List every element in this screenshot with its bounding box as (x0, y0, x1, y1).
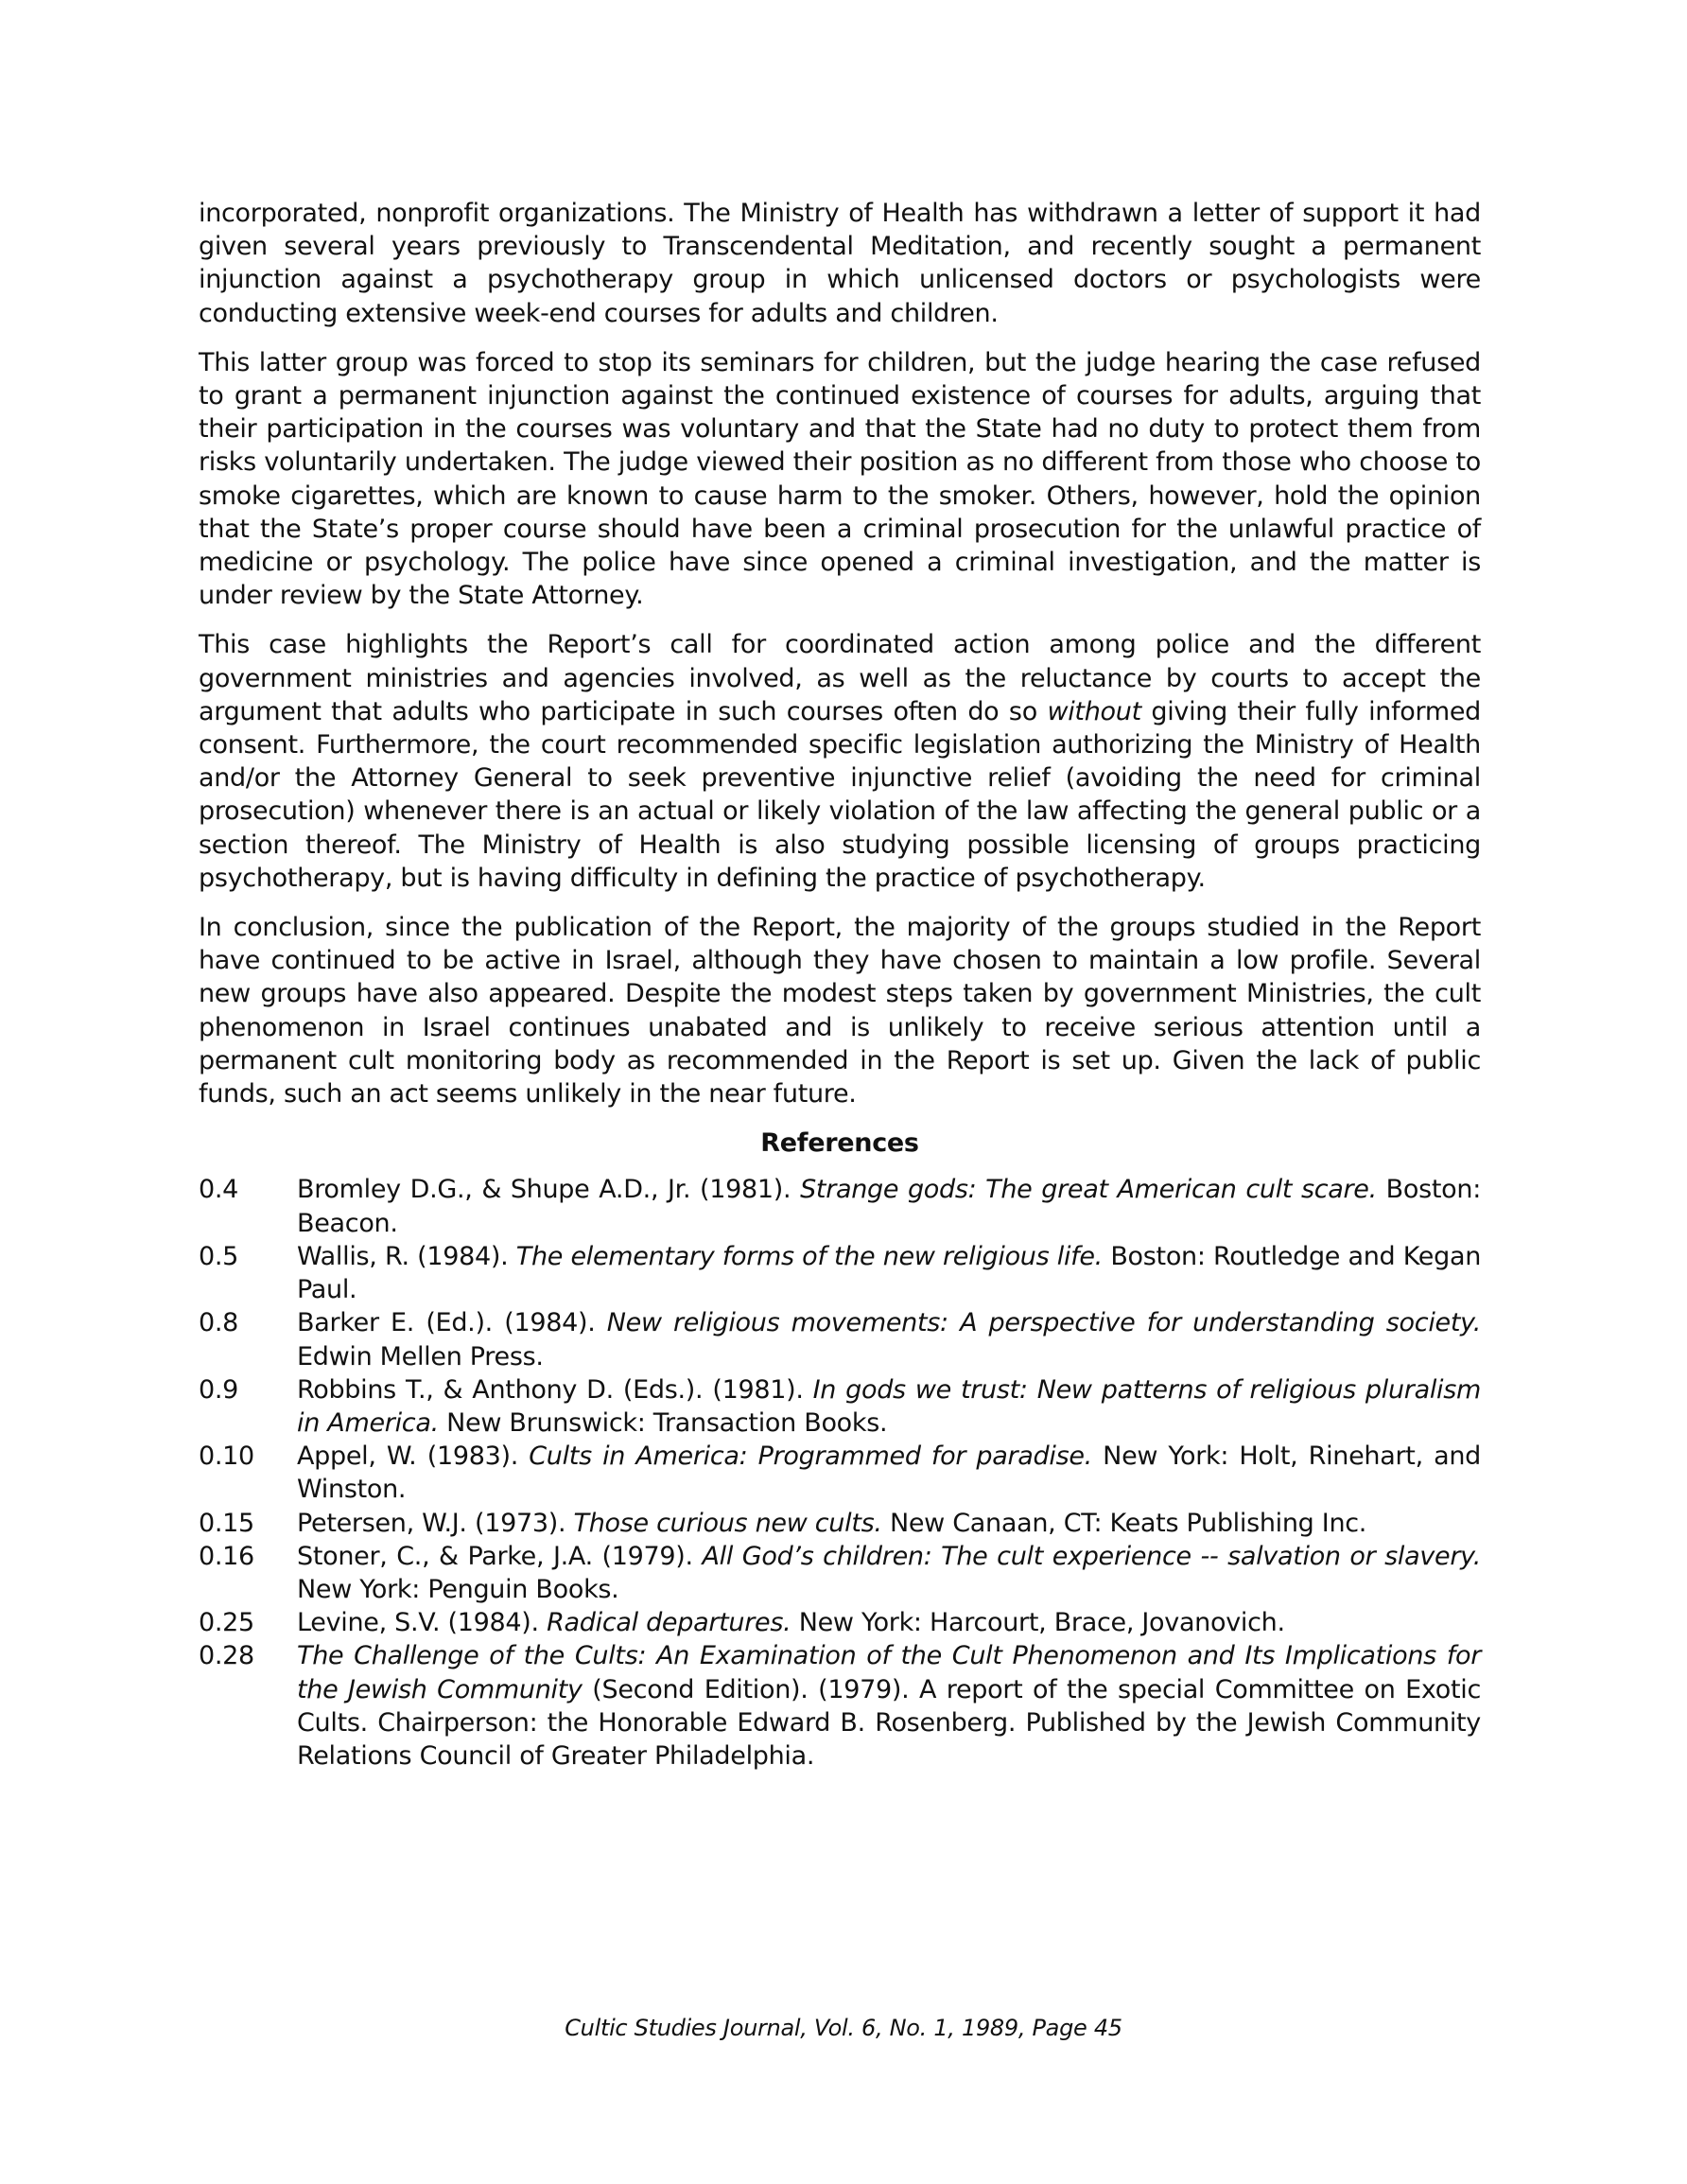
page-footer: Cultic Studies Journal, Vol. 6, No. 1, 1989, Page 45 (565, 2015, 1122, 2041)
paragraph: This case highlights the Report’s call for coordinated action among police and the different government ministries and agencies involved, as well as the reluctance by courts to accept the argument that adults who participate in such courses often do so without giving their fully informed consent. Furthermore, the court recommended specific legislation authorizing the Ministry of Health and/or the Attorney General to seek preventive injunctive relief (avoiding the need for criminal prosecution) whenever there is an actual or likely violation of the law affecting the general public or a section thereof. The Ministry of Health is also studying possible licensing of groups practicing psychotherapy, but is having difficulty in defining the practice of psychotherapy. (199, 630, 1481, 893)
reference-item (199, 1507, 1481, 1540)
reference-number: 0.25 (199, 1608, 254, 1638)
reference-number: 0.8 (199, 1308, 239, 1338)
body-text (199, 197, 1481, 1110)
references-heading: References (760, 1128, 919, 1159)
reference-text: Levine, S.V. (1984). Radical departures. New York: Harcourt, Brace, Jovanovich. (297, 1608, 1285, 1638)
reference-number: 0.16 (199, 1541, 254, 1571)
reference-item (199, 1306, 1481, 1372)
document-page (199, 197, 1481, 1773)
reference-text: Bromley D.G., & Shupe A.D., Jr. (1981). Strange gods: The great American cult scare. Boston: Beacon. (297, 1175, 1481, 1238)
reference-item (199, 1606, 1481, 1639)
italic-text: Cults in America: Programmed for paradise. (529, 1441, 1092, 1472)
paragraph: incorporated, nonprofit organizations. The Ministry of Health has withdrawn a letter of support it had given several years previously to Transcendental Meditation, and recently sought a permanent injunction against a psychotherapy group in which unlicensed doctors or psychologists were conducting extensive week-end courses for adults and children. (199, 199, 1481, 328)
references-list (199, 1173, 1481, 1773)
reference-number: 0.10 (199, 1441, 254, 1472)
italic-text: Those curious new cults. (573, 1508, 882, 1538)
reference-item (199, 1173, 1481, 1239)
reference-number: 0.15 (199, 1508, 254, 1538)
reference-text: Barker E. (Ed.). (1984). New religious movements: A perspective for understanding society. Edwin Mellen Press. (297, 1308, 1481, 1372)
reference-number: 0.4 (199, 1175, 239, 1205)
italic-text: without (1047, 696, 1141, 726)
reference-item (199, 1540, 1481, 1606)
italic-text: Strange gods: The great American cult scare. (800, 1175, 1377, 1205)
paragraph: This latter group was forced to stop its seminars for children, but the judge hearing the case refused to grant a permanent injunction against the continued existence of courses for adults, arguing that their participation in the courses was voluntary and that the State had no duty to protect them from risks voluntarily undertaken. The judge viewed their position as no different from those who choose to smoke cigarettes, which are known to cause harm to the smoker. Others, however, hold the opinion that the State’s proper course should have been a criminal prosecution for the unlawful practice of medicine or psychology. The police have since opened a criminal investigation, and the matter is under review by the State Attorney. (199, 347, 1481, 611)
reference-text: The Challenge of the Cults: An Examination of the Cult Phenomenon and Its Implications for the Jewish Community (Second Edition). (1979). A report of the special Committee on Exotic Cults. Chairperson: the Honorable Edward B. Rosenberg. Published by the Jewish Community Relations Council of Greater Philadelphia. (297, 1641, 1481, 1771)
italic-text: The Challenge of the Cults: An Examination of the Cult Phenomenon and Its Implications for the Jewish Community (297, 1641, 1481, 1704)
reference-item (199, 1240, 1481, 1306)
italic-text: New religious movements: A perspective for understanding society. (606, 1308, 1481, 1338)
reference-number: 0.9 (199, 1374, 239, 1405)
italic-text: In gods we trust: New patterns of religious pluralism in America. (297, 1374, 1482, 1438)
reference-number: 0.28 (199, 1641, 254, 1671)
italic-text: The elementary forms of the new religious life. (515, 1241, 1103, 1271)
reference-text: Stoner, C., & Parke, J.A. (1979). All God’s children: The cult experience -- salvation or slavery. New York: Penguin Books. (297, 1541, 1481, 1604)
reference-number: 0.5 (199, 1241, 239, 1271)
reference-item (199, 1440, 1481, 1506)
reference-item (199, 1373, 1481, 1440)
reference-text: Appel, W. (1983). Cults in America: Programmed for paradise. New York: Holt, Rinehart, and Winston. (297, 1441, 1481, 1505)
italic-text: Radical departures. (547, 1608, 791, 1638)
reference-text: Robbins T., & Anthony D. (Eds.). (1981). In gods we trust: New patterns of religious pluralism in America. New Brunswick: Transaction Books. (297, 1374, 1482, 1438)
reference-text: Wallis, R. (1984). The elementary forms of the new religious life. Boston: Routledge and Kegan Paul. (297, 1241, 1482, 1305)
italic-text: All God’s children: The cult experience -- salvation or slavery. (702, 1541, 1481, 1571)
reference-item (199, 1639, 1481, 1773)
paragraph: In conclusion, since the publication of the Report, the majority of the groups studied in the Report have continued to be active in Israel, although they have chosen to maintain a low profile. Several new groups have also appeared. Despite the modest steps taken by government Ministries, the cult phenomenon in Israel continues unabated and is unlikely to receive serious attention until a permanent cult monitoring body as recommended in the Report is set up. Given the lack of public funds, such an act seems unlikely in the near future. (199, 913, 1481, 1109)
reference-text: Petersen, W.J. (1973). Those curious new cults. New Canaan, CT: Keats Publishing Inc. (297, 1508, 1367, 1538)
